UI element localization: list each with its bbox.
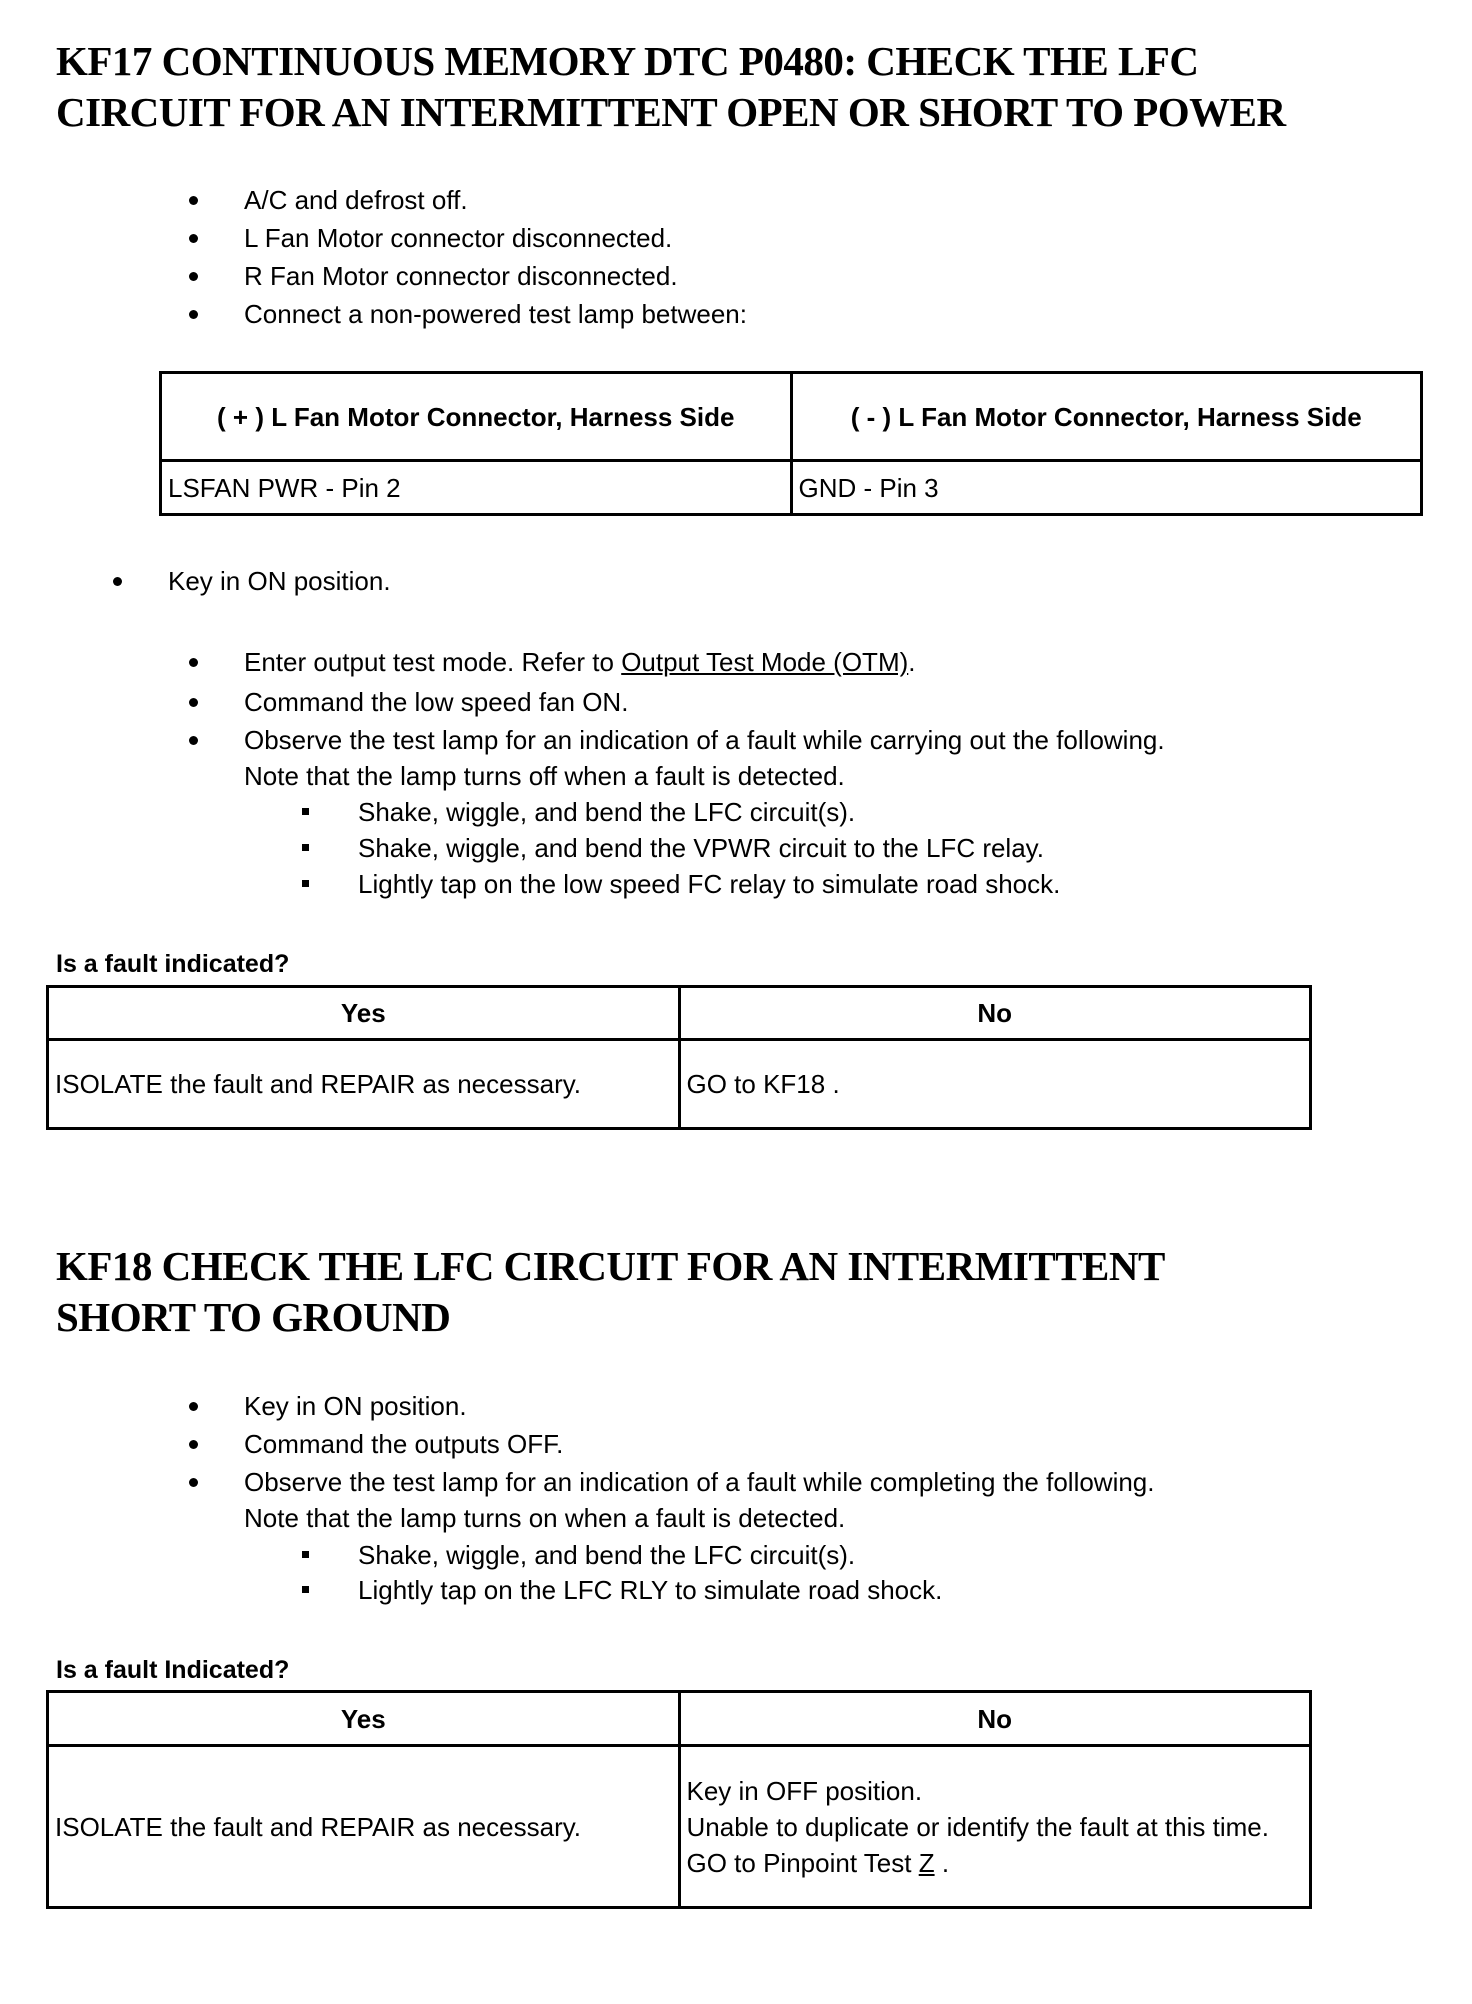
kf17-title-line2: CIRCUIT FOR AN INTERMITTENT OPEN OR SHORT TO POWER [56, 89, 1286, 135]
no-go-line [687, 1845, 1304, 1881]
bullet-icon [189, 736, 198, 745]
negative-lead-cell: GND - Pin 3 [791, 461, 1422, 515]
square-bullet-icon [302, 1551, 309, 1558]
bullet-icon [189, 1402, 198, 1411]
yes-header: Yes [48, 1692, 680, 1746]
kf17-result-table [46, 985, 1312, 1130]
pinpoint-test-z-link[interactable]: Z [918, 1847, 935, 1878]
observe-step-line1: Observe the test lamp for an indication of a fault while carrying out the following. [244, 725, 1165, 755]
setup-step: Connect a non-powered test lamp between: [244, 299, 747, 329]
no-cell-text: GO to [686, 1069, 764, 1099]
kf18-observe-line1: Observe the test lamp for an indication of a fault while completing the following. [244, 1467, 1155, 1497]
key-on-step: Key in ON position. [168, 566, 391, 596]
setup-step: R Fan Motor connector disconnected. [244, 261, 678, 291]
bullet-icon [189, 1478, 198, 1487]
yes-cell: ISOLATE the fault and REPAIR as necessary. [48, 1746, 680, 1908]
bullet-icon [189, 698, 198, 707]
otm-step-suffix: . [908, 647, 916, 677]
positive-lead-cell: LSFAN PWR - Pin 2 [161, 461, 792, 515]
no-header: No [679, 1692, 1311, 1746]
kf18-title-line2: SHORT TO GROUND [56, 1294, 451, 1340]
bullet-icon [113, 577, 122, 586]
bullet-icon [189, 234, 198, 243]
sub-step: Shake, wiggle, and bend the LFC circuit(s). [358, 1540, 856, 1570]
kf18-step: Key in ON position. [244, 1391, 467, 1421]
sub-step: Lightly tap on the low speed FC relay to simulate road shock. [358, 869, 1061, 899]
bullet-icon [189, 658, 198, 667]
no-go-suffix: . [934, 1847, 950, 1878]
setup-step: A/C and defrost off. [244, 185, 468, 215]
no-line: Key in OFF position. [686, 1775, 923, 1806]
observe-step-line2: Note that the lamp turns off when a fault is detected. [244, 761, 845, 791]
setup-step: L Fan Motor connector disconnected. [244, 223, 673, 253]
bullet-icon [189, 196, 198, 205]
square-bullet-icon [302, 1586, 309, 1593]
no-header: No [679, 987, 1311, 1040]
no-cell [679, 1746, 1311, 1908]
negative-lead-header: ( - ) L Fan Motor Connector, Harness Side [791, 373, 1422, 461]
kf17-title-line1: KF17 CONTINUOUS MEMORY DTC P0480: CHECK THE LFC [56, 38, 1199, 84]
otm-step [244, 643, 916, 681]
test-lamp-table [159, 371, 1423, 516]
no-go-text: GO to Pinpoint Test [686, 1847, 919, 1878]
sub-step: Shake, wiggle, and bend the LFC circuit(s). [358, 797, 856, 827]
kf18-question: Is a fault Indicated? [56, 1656, 290, 1684]
command-fan-step: Command the low speed fan ON. [244, 687, 629, 717]
kf18-link[interactable]: KF18 [763, 1069, 826, 1099]
bullet-icon [189, 272, 198, 281]
no-cell [679, 1040, 1311, 1129]
kf18-title-line1: KF18 CHECK THE LFC CIRCUIT FOR AN INTERMITTENT [56, 1243, 1165, 1289]
no-cell-suffix: . [825, 1069, 840, 1099]
positive-lead-header: ( + ) L Fan Motor Connector, Harness Side [161, 373, 792, 461]
kf18-result-table [46, 1690, 1312, 1909]
sub-step: Shake, wiggle, and bend the VPWR circuit to the LFC relay. [358, 833, 1044, 863]
bullet-icon [189, 1440, 198, 1449]
square-bullet-icon [302, 880, 309, 887]
yes-header: Yes [48, 987, 680, 1040]
no-line: Unable to duplicate or identify the fault at this time. [686, 1811, 1269, 1842]
kf18-step: Command the outputs OFF. [244, 1429, 564, 1459]
yes-cell: ISOLATE the fault and REPAIR as necessary. [48, 1040, 680, 1129]
square-bullet-icon [302, 844, 309, 851]
square-bullet-icon [302, 808, 309, 815]
kf18-observe-line2: Note that the lamp turns on when a fault is detected. [244, 1503, 846, 1533]
kf17-question: Is a fault indicated? [56, 950, 290, 978]
otm-step-text: Enter output test mode. Refer to [244, 647, 622, 677]
otm-link[interactable]: Output Test Mode (OTM) [621, 647, 909, 677]
sub-step: Lightly tap on the LFC RLY to simulate road shock. [358, 1575, 943, 1605]
bullet-icon [189, 310, 198, 319]
